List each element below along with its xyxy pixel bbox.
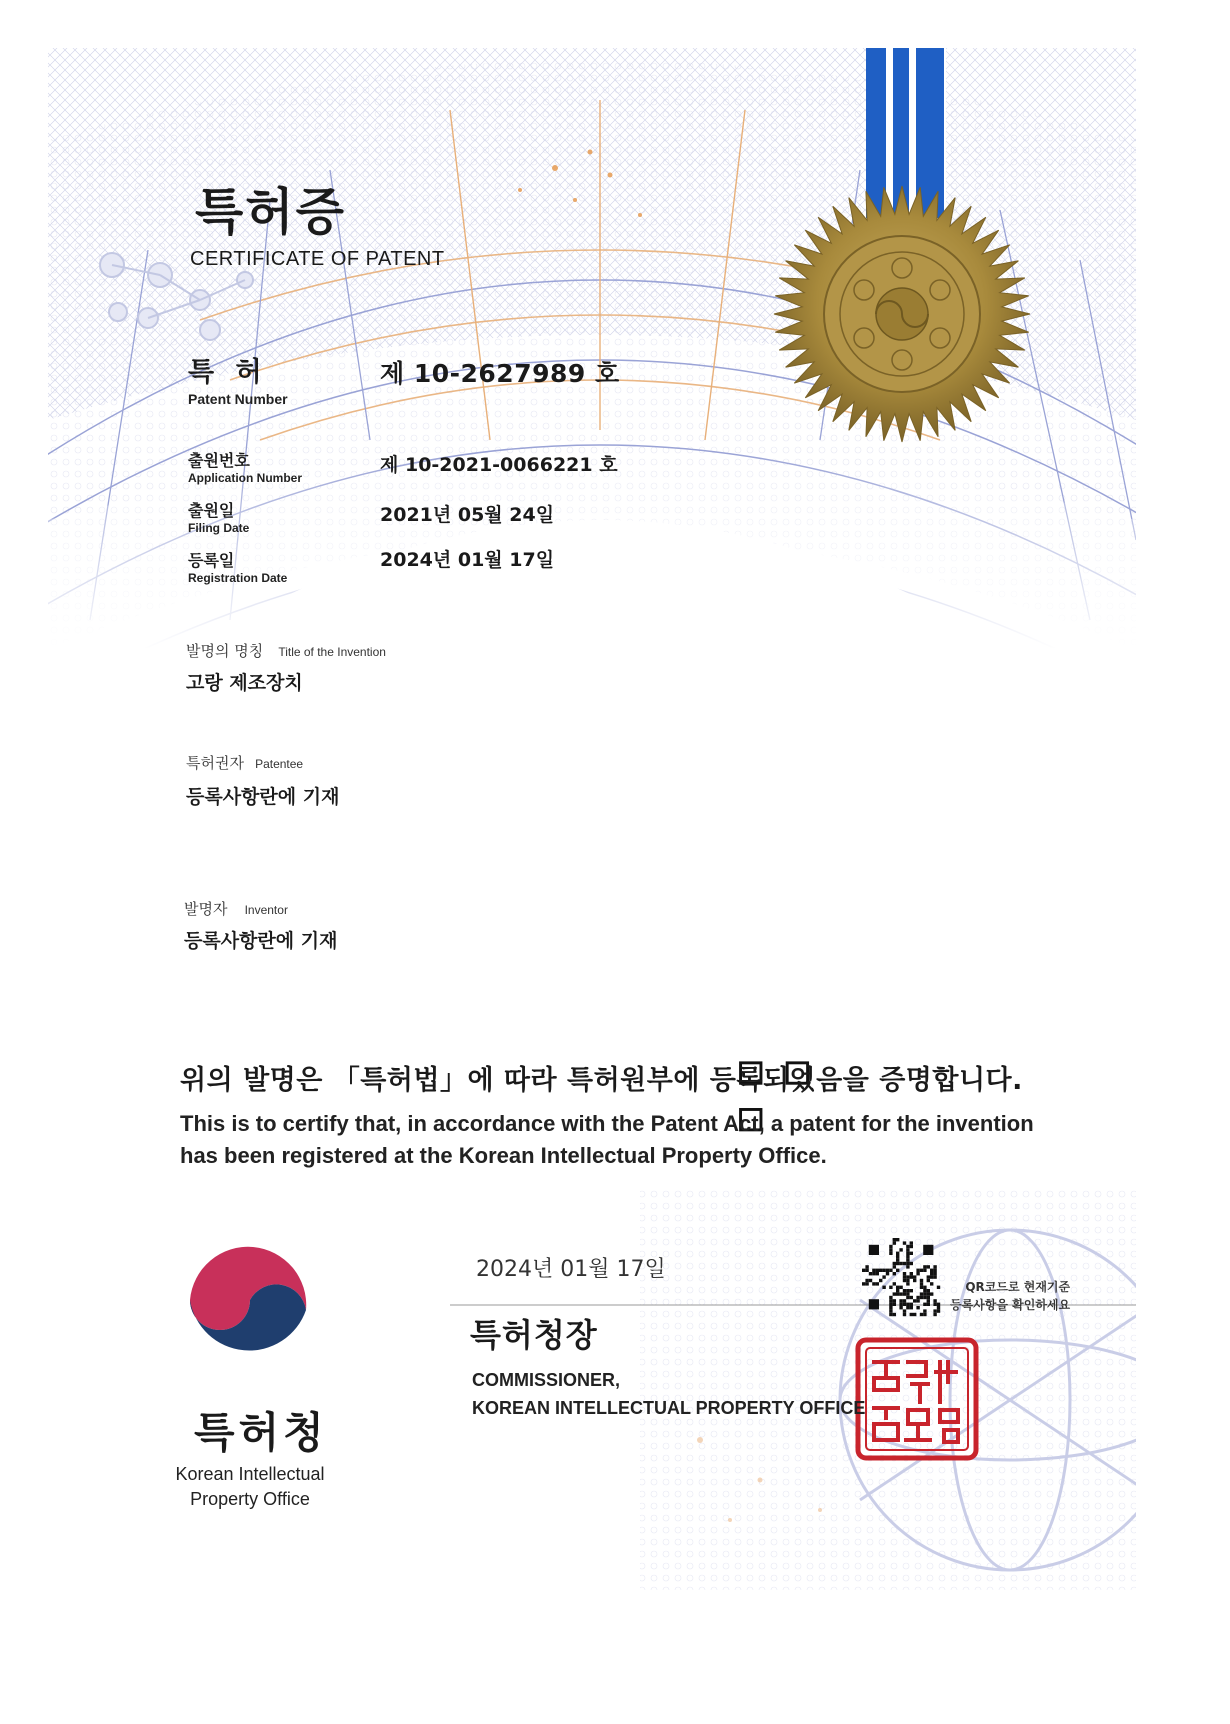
patent-number-label — [188, 350, 288, 407]
invention-title-label — [186, 640, 386, 661]
certificate-title-en: CERTIFICATE OF PATENT — [190, 248, 445, 270]
qr-note — [950, 1278, 1070, 1314]
patent-label-en: Patent Number — [188, 391, 288, 407]
application-label-kr: 출원번호 — [188, 451, 250, 470]
application-label-en: Application Number — [188, 471, 303, 485]
guilloche-pattern — [0, 48, 1230, 790]
office-name-line1: Korean Intellectual — [175, 1464, 325, 1484]
patentee-label-kr: 특허권자 — [186, 754, 244, 772]
invention-label-en: Title of the Invention — [278, 645, 386, 659]
kipo-logo-icon — [178, 1247, 311, 1395]
ribbon — [866, 48, 946, 218]
commissioner-title-en — [472, 1366, 865, 1422]
filing-label-kr: 출원일 — [188, 501, 235, 520]
patentee-label-en: Patentee — [255, 757, 304, 771]
office-name-line2: Property Office — [190, 1489, 310, 1509]
issue-date: 2024년 01월 17일 — [476, 1257, 666, 1282]
patent-number-value: 제 10-2627989 호 — [380, 359, 620, 388]
registration-label-kr: 등록일 — [188, 551, 235, 570]
certificate-title: 특허증 — [195, 183, 346, 241]
certification-text-kr: 위의 발명은 「특허법」에 따라 특허원부에 등록되었음을 증명합니다. — [180, 1065, 1023, 1096]
inventor-value: 등록사항란에 기재 — [184, 930, 338, 952]
patentee-label — [186, 752, 303, 773]
registration-date-value: 2024년 01월 17일 — [380, 549, 555, 571]
filing-label-en: Filing Date — [188, 521, 250, 535]
invention-title-value: 고랑 제조장치 — [186, 672, 303, 694]
filing-date-label — [188, 498, 249, 535]
patentee-value: 등록사항란에 기재 — [186, 786, 340, 808]
inventor-label — [184, 898, 288, 919]
registration-label-en: Registration Date — [188, 571, 288, 585]
registration-date-label — [188, 548, 287, 585]
qr-note-line2: 등록사항을 확인하세요 — [950, 1298, 1071, 1312]
invention-label-kr: 발명의 명칭 — [186, 642, 264, 660]
application-number-value: 제 10-2021-0066221 호 — [380, 454, 618, 476]
commissioner-title-kr: 특허청장 — [470, 1316, 598, 1354]
inventor-label-kr: 발명자 — [184, 900, 228, 918]
commissioner-line2: KOREAN INTELLECTUAL PROPERTY OFFICE — [472, 1398, 866, 1418]
filing-date-value: 2021년 05월 24일 — [380, 504, 555, 526]
qr-note-line1: QR코드로 현재기준 — [965, 1280, 1071, 1294]
office-name-kr: 특허청 — [194, 1408, 328, 1457]
patent-label-kr: 특 허 — [188, 357, 268, 388]
certification-text-en: This is to certify that, in accordance with the Patent Act, a patent for the invention has been registered at the Korean Intellectual Property Office. — [180, 1111, 1034, 1168]
commissioner-line1: COMMISSIONER, — [472, 1370, 621, 1390]
office-name-en — [160, 1462, 340, 1512]
application-number-label — [188, 448, 302, 485]
inventor-label-en: Inventor — [244, 903, 288, 917]
